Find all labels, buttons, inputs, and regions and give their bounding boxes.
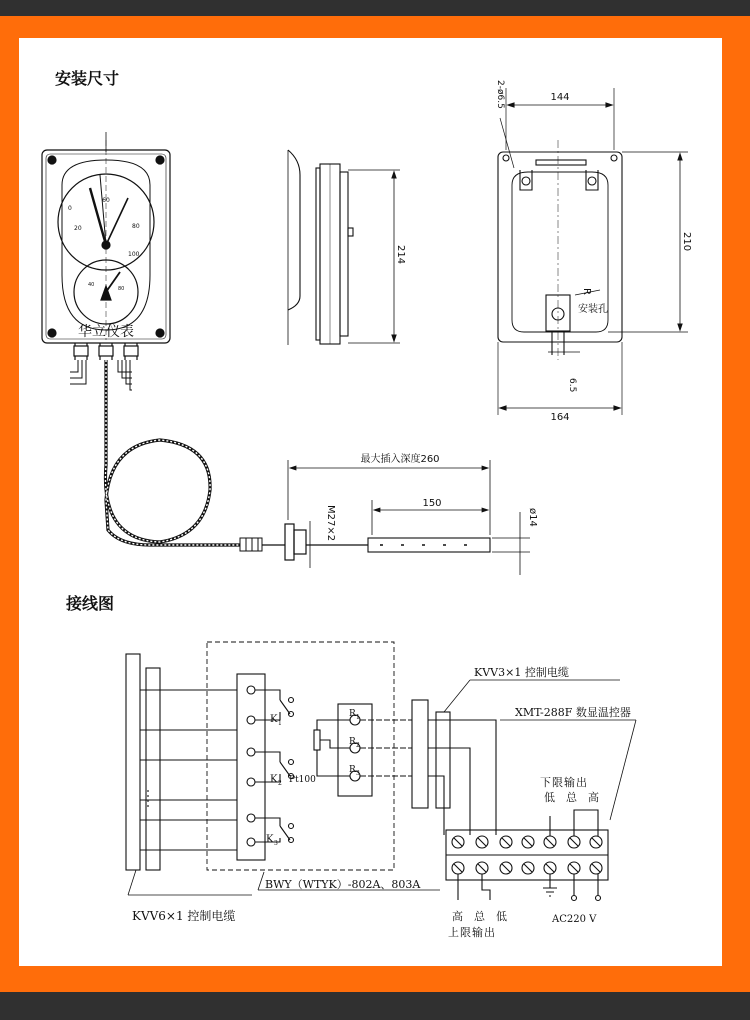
back-height-label: 210 (681, 232, 692, 252)
r1-label: R (349, 709, 356, 719)
kvv6-cable-label: KVV6×1 控制电缆 (132, 909, 236, 923)
high-label-bottom: 高 (452, 910, 463, 923)
lower-output-label: 下限输出 (540, 776, 588, 789)
ac-power-label: AC220 V (552, 914, 597, 925)
high-label: 高 (588, 791, 599, 804)
switch-k1-subscript: 1 (278, 720, 282, 727)
switch-k1-label: K (270, 714, 278, 725)
kvv3-cable-label: KVV3×1 控制电缆 (474, 666, 569, 679)
wiring-diagram (126, 642, 636, 901)
upper-output-label: 上限输出 (448, 926, 496, 939)
total-label-bottom: 总 (474, 910, 485, 923)
wiring-diagram-title: 接线图 (66, 594, 115, 613)
r1-subscript: 1 (356, 714, 360, 721)
brand-label: 华立仪表 (78, 324, 134, 340)
switch-k3-label: K (266, 834, 274, 845)
switch-k2-label: K (270, 774, 278, 785)
switch-k2-subscript: 2 (278, 780, 282, 787)
thread-label: M27×2 (325, 505, 336, 542)
install-dimensions-title: 安装尺寸 (55, 69, 120, 88)
low-label: 低 (544, 791, 555, 804)
r2-subscript: 2 (356, 742, 360, 749)
mount-hole-label: 安装孔 (578, 304, 608, 315)
max-depth-label: 最大插入深度260 (360, 454, 440, 465)
gauge-back-view (498, 88, 688, 415)
radius-label: R (581, 288, 592, 295)
r3-label: R (349, 765, 356, 775)
side-height-label: 214 (395, 245, 406, 265)
switch-k3-subscript: 3 (274, 840, 278, 847)
device-model-label: BWY（WTYK）-802A、803A (265, 878, 421, 891)
probe-length-label: 150 (422, 498, 442, 509)
dial-label-20: 20 (74, 225, 82, 232)
hole-spacing-label: 144 (550, 92, 570, 103)
dial-label-lower-80: 80 (118, 286, 125, 292)
low-label-bottom: 低 (496, 910, 507, 923)
total-label: 总 (566, 791, 577, 804)
dial-label-80: 80 (132, 223, 140, 230)
dial-label-60: 60 (102, 197, 110, 204)
mount-holes-label: 2-ø6.5 (495, 80, 505, 109)
r3-subscript: 3 (356, 770, 360, 777)
probe-diameter-label: ø14 (527, 508, 538, 527)
controller-model-label: XMT-288F 数显温控器 (515, 706, 631, 719)
dial-label-100: 100 (128, 251, 140, 258)
back-width-label: 164 (550, 412, 570, 423)
gauge-front-view (42, 132, 170, 390)
pt100-label: Pt100 (289, 775, 316, 785)
r2-label: R (349, 737, 356, 747)
dial-label-0: 0 (68, 205, 72, 212)
dial-label-lower-40: 40 (88, 282, 95, 288)
gauge-side-view (288, 150, 400, 345)
probe-dimensions (288, 460, 530, 575)
slot-width-label: 6.5 (567, 378, 577, 393)
